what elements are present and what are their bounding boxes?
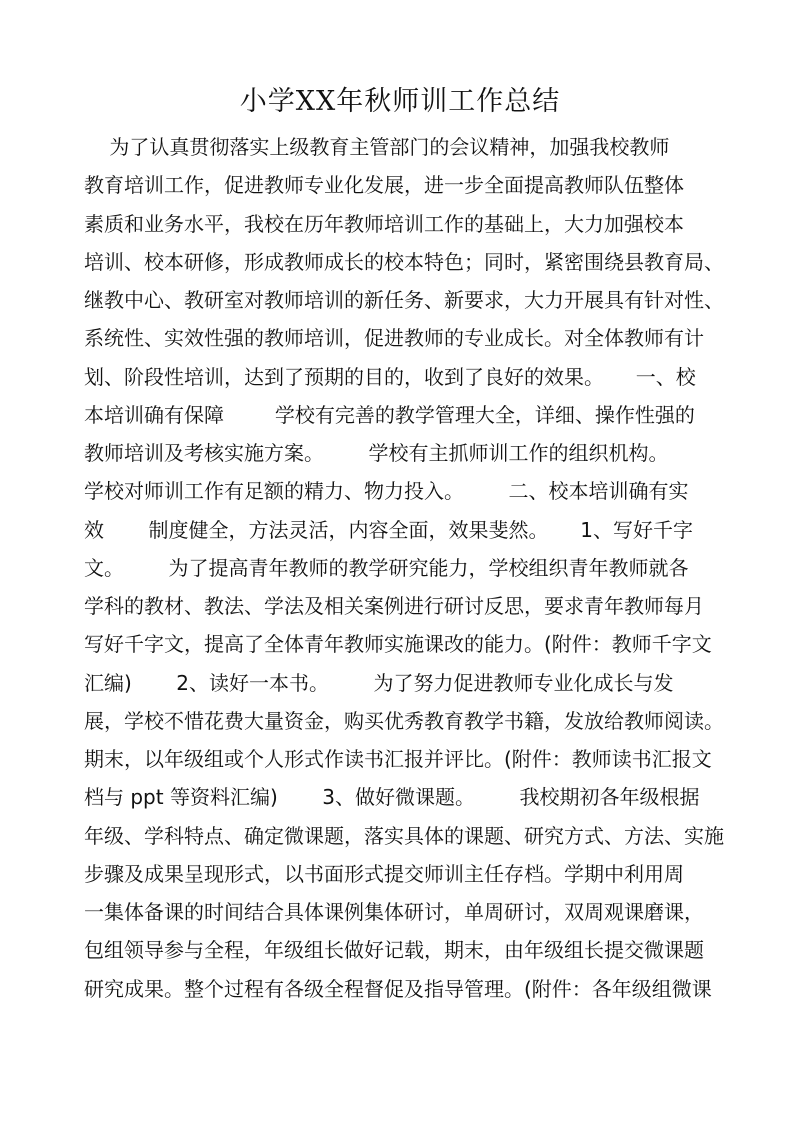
body-line-21: 一集体备课的时间结合具体课例集体研讨，单周研讨，双周观课磨课，: [84, 900, 704, 924]
body-line-18: 档与 ppt 等资料汇编) 3、做好微课题。 我校期初各年级根据: [84, 785, 700, 810]
body-line-5: 继教中心、教研室对教师培训的新任务、新要求，大力开展具有针对性、: [84, 288, 724, 312]
body-line-6: 系统性、实效性强的教师培训，促进教师的专业成长。对全体教师有计: [84, 326, 704, 351]
body-line-7: 划、阶段性培训，达到了预期的目的，收到了良好的效果。 一、校: [84, 364, 696, 389]
body-line-9: 教师培训及考核实施方案。 学校有主抓师训工作的组织机构。: [84, 441, 669, 465]
body-line-8: 本培训确有保障 学校有完善的教学管理大全，详细、操作性强的: [84, 402, 695, 427]
body-line-13: 学科的教材、教法、学法及相关案例进行研讨反思，要求青年教师每月: [84, 594, 704, 618]
body-line-23: 研究成果。整个过程有各级全程督促及指导管理。(附件：各年级组微课: [84, 976, 712, 1001]
body-line-2: 教育培训工作，促进教师专业化发展，进一步全面提高教师队伍整体: [84, 173, 684, 198]
body-line-20: 步骤及成果呈现形式，以书面形式提交师训主任存档。学期中利用周: [84, 861, 684, 886]
body-line-12: 文。 为了提高青年教师的教学研究能力，学校组织青年教师就各: [84, 555, 689, 580]
body-line-4: 培训、校本研修，形成教师成长的校本特色；同时，紧密围绕县教育局、: [84, 249, 724, 274]
body-line-22: 包组领导参与全程，年级组长做好记载，期末，由年级组长提交微课题: [84, 938, 704, 963]
document-title: 小学XX年秋师训工作总结: [239, 86, 561, 117]
body-line-15: 汇编) 2、读好一本书。 为了努力促进教师专业化成长与发: [84, 670, 674, 695]
document-body: [84, 128, 744, 1008]
body-line-17: 期末，以年级组或个人形式作读书汇报并评比。(附件：教师读书汇报文: [84, 747, 712, 771]
body-line-10: 学校对师训工作有足额的精力、物力投入。 二、校本培训确有实: [84, 479, 689, 504]
body-line-14: 写好千字文，提高了全体青年教师实施课改的能力。(附件：教师千字文: [84, 632, 712, 657]
body-line-3: 素质和业务水平，我校在历年教师培训工作的基础上，大力加强校本: [84, 211, 684, 236]
body-line-11: 效 制度健全，方法灵活，内容全面，效果斐然。 1、写好千字: [84, 517, 694, 542]
body-line-1: 为了认真贯彻落实上级教育主管部门的会议精神，加强我校教师: [84, 135, 670, 159]
body-line-19: 年级、学科特点、确定微课题，落实具体的课题、研究方式、方法、实施: [84, 823, 724, 848]
body-line-16: 展，学校不惜花费大量资金，购买优秀教育教学书籍，发放给教师阅读。: [84, 708, 724, 733]
